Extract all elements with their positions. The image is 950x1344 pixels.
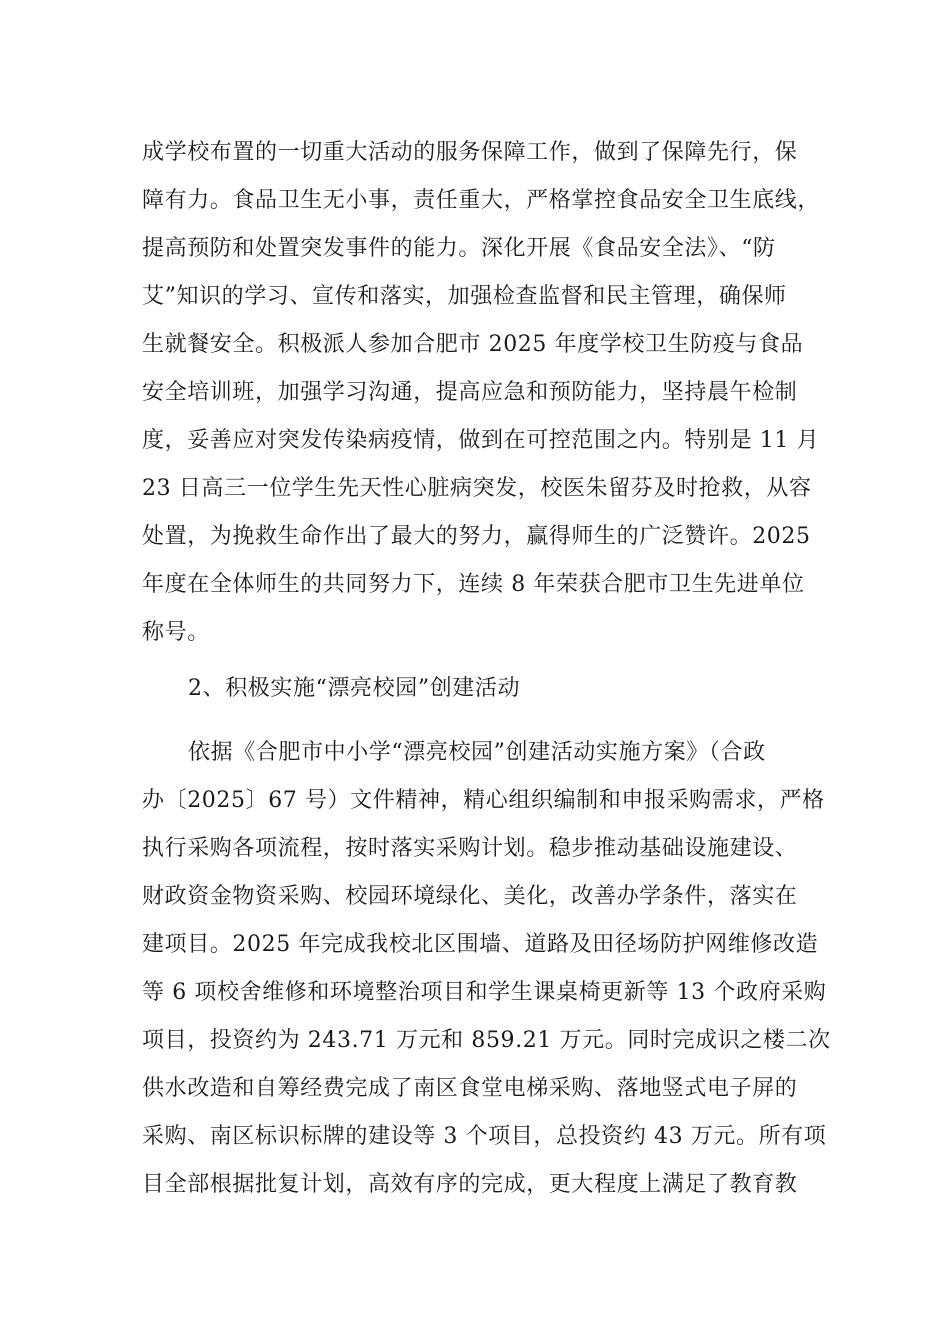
text-line: 年度在全体师生的共同努力下，连续 8 年荣获合肥市卫生先进单位	[142, 572, 805, 597]
text-line: 供水改造和自筹经费完成了南区食堂电梯采购、落地竖式电子屏的	[142, 1076, 798, 1101]
text-line: 办〔2025〕67 号）文件精神，精心组织编制和申报采购需求，严格	[142, 788, 825, 813]
text-line: 建项目。2025 年完成我校北区围墙、道路及田径场防护网维修改造	[142, 932, 819, 957]
text-line: 等 6 项校舍维修和环境整治项目和学生课桌椅更新等 13 个政府采购	[142, 980, 827, 1005]
text-line: 障有力。食品卫生无小事，责任重大，严格掌控食品安全卫生底线，	[142, 188, 821, 213]
text-line: 安全培训班，加强学习沟通，提高应急和预防能力，坚持晨午检制	[142, 380, 798, 405]
text-line: 处置，为挽救生命作出了最大的努力，赢得师生的广泛赞许。2025	[142, 524, 811, 549]
text-line: 财政资金物资采购、校园环境绿化、美化，改善办学条件，落实在	[142, 884, 798, 909]
text-line: 执行采购各项流程，按时落实采购计划。稳步推动基础设施建设、	[142, 836, 798, 861]
text-line: 目全部根据批复计划，高效有序的完成，更大程度上满足了教育教	[142, 1172, 798, 1197]
text-line: 采购、南区标识标牌的建设等 3 个项目，总投资约 43 万元。所有项	[142, 1124, 827, 1149]
text-line: 艾”知识的学习、宣传和落实，加强检查监督和民主管理，确保师	[142, 284, 787, 309]
text-line: 依据《合肥市中小学“漂亮校园”创建活动实施方案》（合政	[188, 740, 766, 765]
text-line: 度，妥善应对突发传染病疫情，做到在可控范围之内。特别是 11 月	[142, 428, 820, 453]
section-heading: 2、积极实施“漂亮校园”创建活动	[188, 676, 521, 701]
text-line: 称号。	[142, 620, 210, 645]
text-line: 23 日高三一位学生先天性心脏病突发，校医朱留芬及时抢救，从容	[142, 476, 812, 501]
text-line: 生就餐安全。积极派人参加合肥市 2025 年度学校卫生防疫与食品	[142, 332, 804, 357]
text-line: 提高预防和处置突发事件的能力。深化开展《食品安全法》、“防	[142, 236, 776, 261]
text-line: 成学校布置的一切重大活动的服务保障工作，做到了保障先行，保	[142, 140, 798, 165]
text-line: 项目，投资约为 243.71 万元和 859.21 万元。同时完成识之楼二次	[142, 1028, 831, 1053]
